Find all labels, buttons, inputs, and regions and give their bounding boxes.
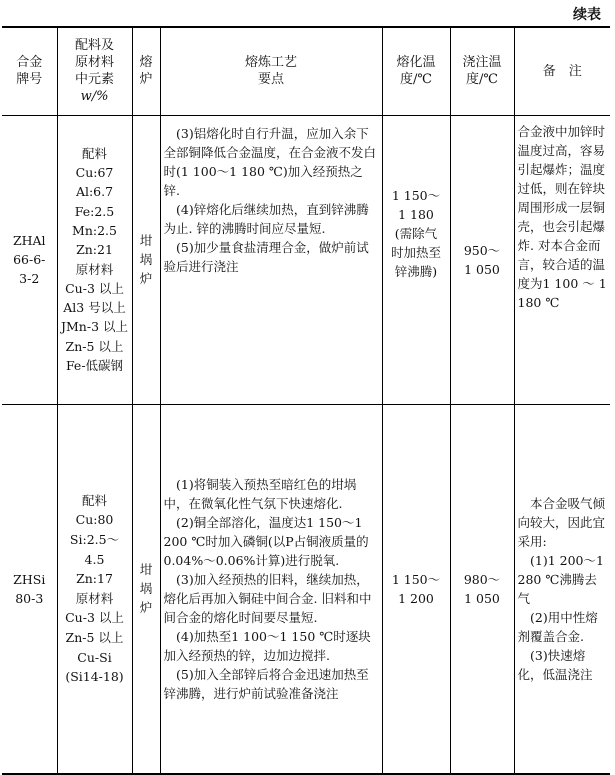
process-step: (3)加入经预热的旧料，继续加热，熔化后再加入铜硅中间合金. 旧料和中间合金的熔化时间要尽量短. [163,571,372,625]
process-step: (3)铝熔化时自行升温，应加入余下全部铜降低合金温度，在合金液不发白时(1 100～1 180 ℃)加入经预热之锌. [163,125,377,198]
header-process-line: 熔炼工艺 [244,55,297,71]
header-materials-line: w/% [80,89,109,105]
process-step: (1)将铜装入预热至暗红色的坩埚中，在微氧化性气氛下快速熔化. [163,476,357,511]
remarks-line: (3)快速熔化，低温浇注 [517,647,593,682]
table-row [2,115,610,404]
continued-label: 续表 [573,7,601,23]
melt-temp-line: 1 150～ [391,187,441,203]
pour-temp-cell [450,115,514,404]
material-line: 原材料 [75,261,114,277]
header-pour-temp-line: 度/℃ [466,72,498,88]
furnace-char: 坩 [139,562,153,578]
furnace-char: 埚 [139,252,153,267]
header-pour-temp-line: 浇注温 [462,55,502,71]
material-line: Si:2.5～4.5 [69,531,120,567]
header-furnace: 熔炉 [132,27,160,115]
material-line: Zn:21 [76,242,113,258]
grade-cell [2,115,57,404]
material-line: Zn-5 以上 [65,338,124,354]
furnace-cell [132,404,160,774]
process-cell [160,115,382,404]
material-line: Cu:80 [75,512,114,528]
melt-temp-cell [382,115,450,404]
material-line: JMn-3 以上 [60,319,128,335]
header-row [2,27,610,115]
material-line: Cu-3 以上 [65,610,124,626]
pour-temp-line: 950～ [463,242,501,258]
furnace-char: 炉 [139,271,153,286]
process-cell [160,404,382,774]
material-line: 配料 [81,492,107,508]
pour-temp-line: 1 050 [464,261,500,277]
material-line: Zn-5 以上 [65,629,124,645]
alloy-smelting-table [2,26,610,775]
melt-temp-line: 锌沸腾) [394,263,438,279]
material-line: (Si14-18) [65,669,124,685]
grade-cell [2,404,57,774]
process-step: (2)铜全部溶化，温度达1 150～1 200 ℃时加入磷铜(以P占铜液质量的0.04%～0.06%计算)进行脱氧. [163,514,369,568]
material-line: 原材料 [75,590,114,606]
header-grade-line: 合金 [16,55,43,71]
materials-cell [57,115,132,404]
material-line: Cu-3 以上 [65,280,124,296]
melt-temp-cell [382,404,450,774]
grade-line: ZHAl [12,233,46,248]
material-line: 配料 [81,145,107,161]
pour-temp-line: 980～ [463,571,501,587]
furnace-char: 坩 [139,233,153,248]
grade-line: 80-3 [15,590,44,606]
header-grade [2,27,57,115]
header-grade-line: 牌号 [16,72,43,88]
header-melt-temp-line: 熔化温 [396,55,436,71]
furnace-char: 炉 [139,600,153,616]
table-row [2,404,610,774]
melt-temp-line: 时加热至 [390,244,441,260]
process-step: (5)加少量食盐清理合金，做炉前试验后进行浇注 [163,239,369,274]
header-remarks: 备 注 [514,27,610,115]
material-line: Al:6.7 [75,184,114,200]
material-line: Fe-低碳钢 [65,357,124,373]
material-line: Mn:2.5 [72,222,117,238]
header-melt-temp [382,27,450,115]
material-line: Zn:17 [76,571,113,587]
pour-temp-cell [450,404,514,774]
process-step: (4)锌熔化后继续加热，直到锌沸腾为止. 锌的沸腾时间应尽量短. [163,201,369,236]
material-line: Al3 号以上 [63,300,126,316]
header-materials [57,27,132,115]
header-materials-line: 中元素 [74,72,114,88]
material-line: Cu:67 [75,165,114,181]
process-step: (4)加热至1 100～1 150 ℃时逐块加入经预热的锌，边加边搅拌. [163,628,371,663]
header-process [160,27,382,115]
remarks-line: (1)1 200～1 280 ℃沸腾去气 [517,552,604,606]
pour-temp-line: 1 050 [464,590,500,606]
melt-temp-line: (需除气 [394,225,438,241]
header-materials-line: 原材料 [74,55,114,71]
melt-temp-line: 1 180 [398,206,434,222]
material-line: Fe:2.5 [74,203,115,219]
header-process-line: 要点 [257,72,284,88]
remarks-cell [514,404,610,774]
grade-line: 3-2 [19,271,40,286]
melt-temp-line: 1 200 [398,590,434,606]
header-melt-temp-line: 度/℃ [400,72,432,88]
furnace-char: 埚 [139,581,153,597]
process-step: (5)加入全部锌后将合金迅速加热至锌沸腾，进行炉前试验准备浇注 [163,666,369,701]
materials-cell [57,404,132,774]
melt-temp-line: 1 150～ [391,571,441,587]
header-materials-line: 配料及 [74,38,114,54]
remarks-cell: 合金液中加锌时温度过高，容易引起爆炸；温度过低，则在锌块周围形成一层铜壳，也会引起爆炸. 对本合金而言，较合适的温度为1 100 ～ 1 180 ℃ [514,115,610,404]
material-line: Cu-Si [77,649,112,665]
furnace-cell [132,115,160,404]
header-pour-temp [450,27,514,115]
remarks-line: 本合金吸气倾向较大，因此宜采用: [517,495,606,549]
grade-line: ZHSi [13,571,46,587]
remarks-line: (2)用中性熔剂覆盖合金. [517,609,598,644]
grade-line: 66-6- [13,252,46,267]
